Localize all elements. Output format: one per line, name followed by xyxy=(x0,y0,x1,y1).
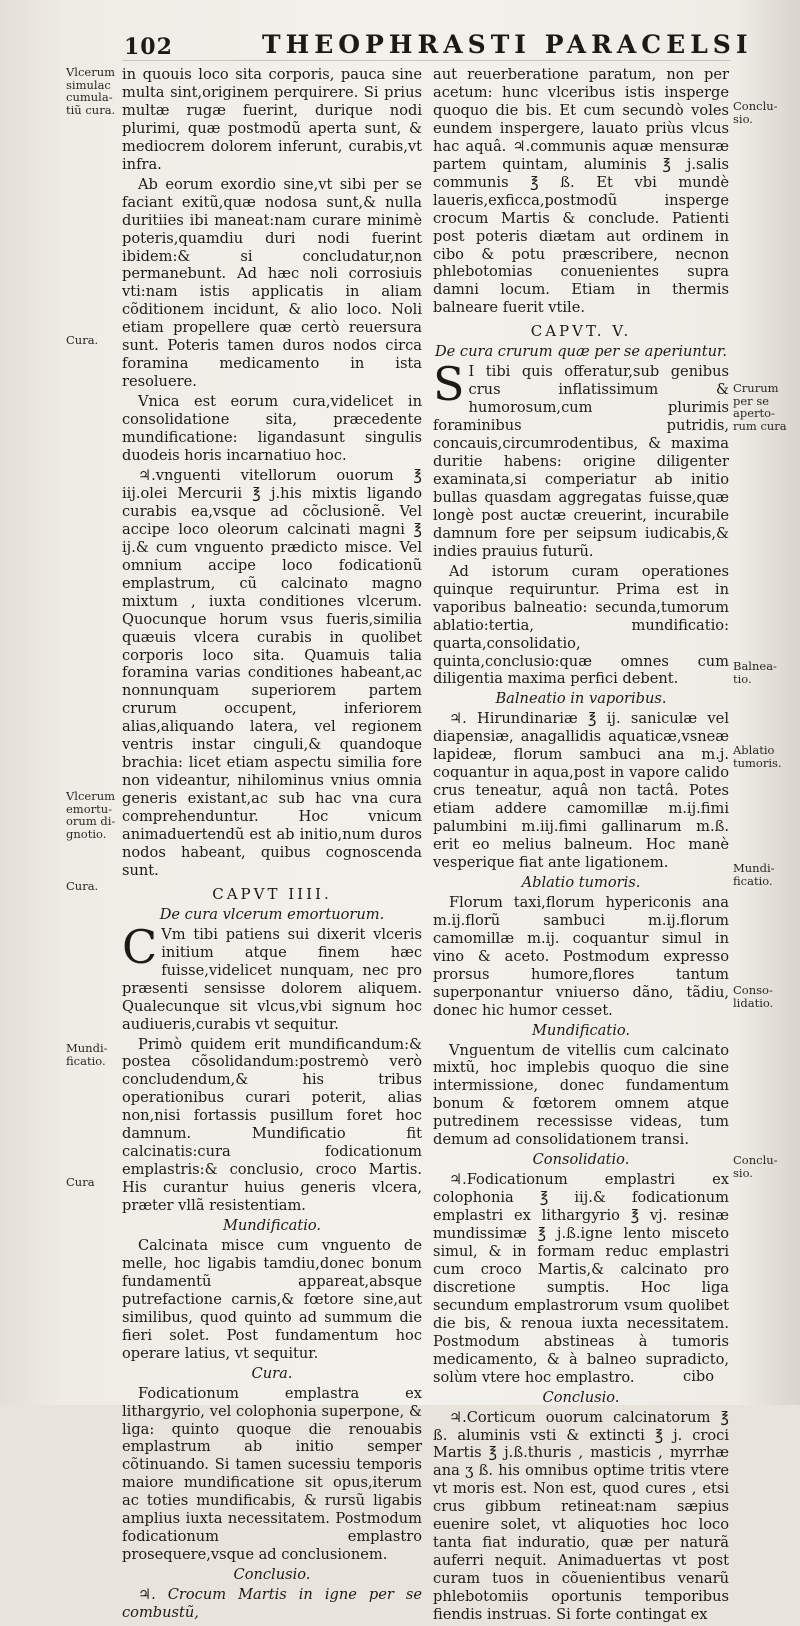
recipe-paragraph: ♃. Hirundinariæ ℥ ij. saniculæ vel diapensiæ, anagallidis aquaticæ,vsneæ lapideæ, florum sambuci ana m.j. coquantur in aqua,post in vapore calido crus teneatur, aquâ non tactâ. Potes etiam addere camomillæ m.ij.fimi palumbini m.iij.fimi gallinarum m.ß. erit eo melius balneum. Hoc manè vesperique fiat ante ligationem. xyxy=(433,710,729,871)
margin-note: Conso-lidatio. xyxy=(733,983,774,1010)
margin-note: Vlcerum simulac cumula-tiũ cura. xyxy=(66,65,116,117)
section-heading: Mundificatio. xyxy=(222,1217,322,1235)
chapter-subtitle: De cura crurum quæ per se aperiuntur. xyxy=(434,343,728,361)
paragraph: Ab eorum exordio sine,vt sibi per se faciant exitũ,quæ nodosa sunt,& nulla duritiies ibi maneat:nam curare minimè poteris,quamdiu duri nodi fuerint ibidem:& si concludatur,non permanebunt. Ad hæc noli corrosiuis vti:nam istis applicatis in aliam cõditionem incidunt, & alio loco. Noli etiam propellere quæ certò reuersura sunt. Poteris tamen duros nodos circa foramina medicamento in ista resoluere. xyxy=(122,175,422,391)
recipe-paragraph: ♃.Corticum ouorum calcinatorum ℥ ß. aluminis vsti & extincti ℥ j. croci Martis ℥ j.ß.thuris , masticis , myrrhæ ana ʒ ß. his omnibus optime tritis vtere vt moris est. Non est, quod cures , etsi crus gibbum retineat:nam sæpius euenire solet, vt aliquoties hoc loco tanta fiat induratio, quæ per naturã auferri nequit. Animaduertas vt post curam tuos in cõuenientibus venarũ phlebotomiis oportunis temporibus fiendis instruas. Si forte contingat ex xyxy=(433,1408,729,1624)
section-heading: Conclusio. xyxy=(542,1388,620,1406)
margin-note: Cura. xyxy=(66,333,99,347)
paragraph: Vnica est eorum cura,videlicet in consolidatione sita, præcedente mundificatione: ligandasunt singulis duodeis horis incarnatiuo hoc. xyxy=(122,393,422,465)
margin-note: Conclu-sio. xyxy=(733,99,778,126)
margin-note: Vlcerum emortu-orum di-gnotio. xyxy=(66,789,116,841)
paragraph-with-dropcap xyxy=(122,919,422,1034)
paragraph: Calcinata misce cum vnguento de melle, hoc ligabis tamdiu,donec bonum fundamentũ appareat,absque putrefactione carnis,& fœtore sine,aut similibus, quod quinto ad summum die fieri solet. Post fundamentum hoc operare latius, vt sequitur. xyxy=(122,1237,422,1362)
paragraph: Florum taxi,florum hypericonis ana m.ij.florũ sambuci m.ij.florum camomillæ m.ij. coquantur simul in vino & aceto. Postmodum expresso prorsus humore,flores tantum superponantur vniuerso dãno, tãdiu, donec hic humor cesset. xyxy=(433,893,729,1019)
section-heading: Ablatio tumoris. xyxy=(521,873,641,891)
margin-note: Ablatio tumoris. xyxy=(733,743,782,770)
header-rule xyxy=(122,60,730,61)
page-number: 102 xyxy=(124,34,173,60)
catchword: cibo xyxy=(683,1368,714,1385)
drop-capital: C xyxy=(122,919,158,974)
recipe-paragraph: ♃. Crocum Martis in igne per se combustũ, xyxy=(122,1586,422,1622)
margin-note: Conclu-sio. xyxy=(733,1153,778,1180)
margin-note: Cura. xyxy=(66,879,99,893)
recipe-paragraph: ♃.vnguenti vitellorum ouorum ℥ iij.olei Mercurii ℥ j.his mixtis ligando curabis ea,vsque ad cõclusionẽ. Vel accipe loco oleorum calcinati magni ℥ ij.& cum vnguento prædicto misce. Vel omnium accipe loco fodicationũ emplastrum, cũ calcinato magno mixtum , iuxta conditiones vlcerum. Quocunque horum vsus fueris,similia quæuis vlcera curabis in quolibet corporis loco sita. Quamuis talia foramina varias conditiones habeant,ac nonnunquam superiorem partem crurum occupent, inferiorem alias,aliquando latera, vel regionem ventris instar cinguli,& quandoque brachia: licet etiam aspectu similia fore non videantur, nihilominus vnius omnia generis existant,ac sub hac vna cura comprehenduntur. Hoc vnicum animaduertendũ est ab initio,num duros nodos habeant, quibus cognoscenda sunt. xyxy=(122,466,422,879)
margin-note: Mundi-ficatio. xyxy=(733,861,775,888)
margin-note: Balnea-tio. xyxy=(733,659,777,686)
section-heading: Conclusio. xyxy=(233,1566,311,1584)
left-column xyxy=(122,66,422,1624)
section-heading: Balneatio in vaporibus. xyxy=(495,690,667,708)
paragraph-text: Vm tibi patiens sui dixerit vlceris initium atque finem hæc fuisse,videlicet nunquam, nec pro præsenti sensisse dolorem aliquem. Qualecunque sit vlcus,vbi signum hoc audiueris,curabis vt sequitur. xyxy=(122,925,422,1033)
chapter-heading: CAPVT IIII. xyxy=(212,884,332,903)
paragraph-text: I tibi quis offeratur,sub genibus crus inflatissimum & humorosum,cum plurimis foraminibus putridis, concauis,circumrodentibus, & maxima duritie habens: origine diligenter examinata,si comperiatur ab initio bullas quasdam aggregatas fuisse,quæ longè post auctæ creuerint, incurabile damnum fore per seipsum iudicabis,& indies prauius futurũ. xyxy=(433,363,729,560)
margin-note: Crurum per se aperto-rum cura xyxy=(733,381,787,433)
section-heading: Cura. xyxy=(251,1364,293,1382)
paragraph: aut reuerberatione paratum, non per acetum: hunc vlceribus istis insperge quoquo die bis. Et cum secundò voles eundem inspergere, lauato priùs vlcus hac aquâ. ♃.communis aquæ mensuræ partem quintam, aluminis ℥ j.salis communis ℥ ß. Et vbi mundè laueris,exficca,postmodũ insperge crocum Martis & conclude. Patienti post poteris diætam aut ordinem in cibo & potu præscribere, necnon phlebotomias conuenientes supra damni locum. Etiam in thermis balneare fuerit vtile. xyxy=(433,66,729,317)
chapter-subtitle: De cura vlcerum emortuorum. xyxy=(159,905,385,923)
paragraph: Primò quidem erit mundificandum:& postea cõsolidandum:postremò verò concludendum,& his tribus operationibus curari poterit, alias non,nisi fortassis pusillum foret hoc damnum. Mundificatio fit calcinatis:cura fodicationum emplastris:& conclusio, croco Martis. His curantur huius generis vlcera, præter vllã resistentiam. xyxy=(122,1035,422,1215)
margin-note: Cura xyxy=(66,1175,95,1189)
paragraph: Ad istorum curam operationes quinque requiruntur. Prima est in vaporibus balneatio: secunda,tumorum ablatio:tertia, mundificatio: quarta,consolidatio, quinta,conclusio:quæ omnes cum diligentia maxima perfici debent. xyxy=(433,562,729,688)
paragraph: Vnguentum de vitellis cum calcinato mixtũ, hoc implebis quoquo die sine intermissione, donec fundamentum bonum & fœtorem omnem atque putredinem recessisse videas, tum demum ad consolidationem transi. xyxy=(433,1041,729,1149)
paragraph: Fodicationum emplastra ex lithargyrio, vel colophonia superpone, & liga: quinto quoque die renouabis emplastrum ab initio semper cõtinuando. Si tamen sucessiu temporis maiore mundificatione sit opus,iterum ac toties mundificabis, & rursũ ligabis amplius iuxta necessitatem. Postmodum fodicationum emplastro prosequere,vsque ad conclusionem. xyxy=(122,1384,422,1564)
right-column xyxy=(433,66,729,1626)
margin-note: Mundi-ficatio. xyxy=(66,1041,108,1068)
running-head: THEOPHRASTI PARACELSI xyxy=(262,30,753,59)
chapter-heading: CAPVT. V. xyxy=(530,322,632,341)
section-heading: Consolidatio. xyxy=(532,1151,630,1169)
recipe-paragraph: ♃.Fodicationum emplastri ex colophonia ℥ iij.& fodicationum emplastri ex lithargyrio ℥ vj. resinæ mundissimæ ℥ j.ß.igne lento misceto simul, & in formam reduc emplastri cum croco Martis,& calcinato pro discretione sumptis. Hoc liga secundum emplastrorum vsum quolibet die bis, & renoua iuxta necessitatem. Postmodum abstineas à tumoris medicamento, & à balneo supradicto, solùm vtere hoc emplastro. xyxy=(433,1171,729,1386)
paragraph-with-dropcap xyxy=(433,357,729,560)
drop-capital: S xyxy=(433,357,465,412)
section-heading: Mundificatio. xyxy=(531,1021,631,1039)
paragraph: in quouis loco sita corporis, pauca sine multa sint,originem perquirere. Si prius multæ rugæ fuerint, durique nodi plurimi, quæ postmodũ aperta sunt, & mediocrem dolorem inferunt, curabis,vt infra. xyxy=(122,66,422,173)
